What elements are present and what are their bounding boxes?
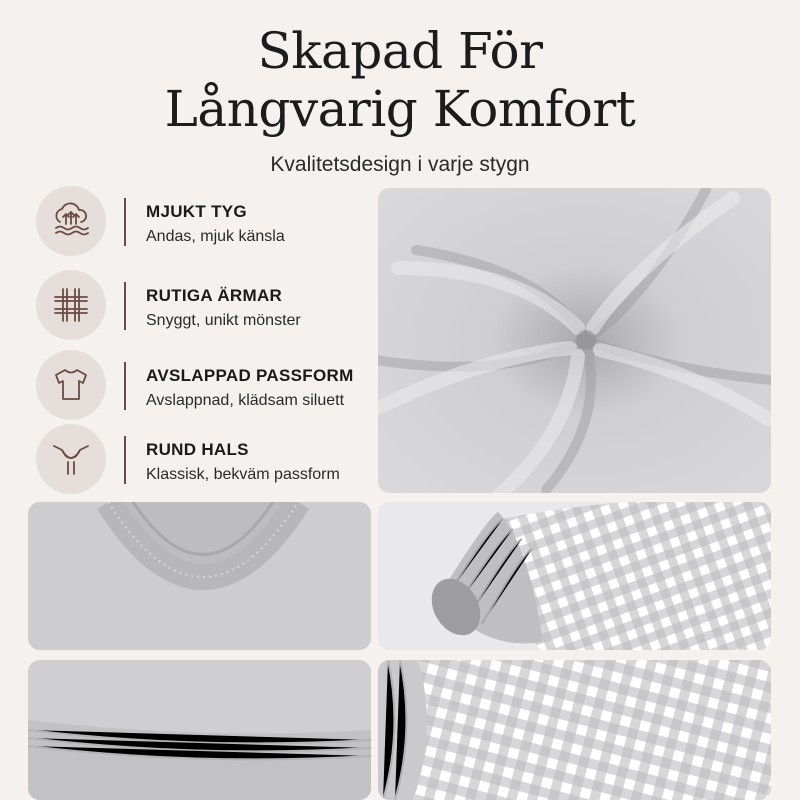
feature-title: RUND HALS (146, 440, 249, 459)
feature-title: MJUKT TYG (146, 202, 247, 221)
plaid-grid-icon (36, 270, 106, 340)
title-line-1: Skapad För (257, 22, 543, 80)
feature-divider (124, 436, 126, 484)
feature-description: Andas, mjuk känsla (146, 228, 285, 245)
feature-title: AVSLAPPAD PASSFORM (146, 366, 354, 385)
neckline-photo (28, 502, 371, 650)
feature-description: Klassisk, bekväm passform (146, 466, 340, 483)
feature-item-relaxed-fit (36, 350, 376, 422)
feature-item-round-neck (36, 424, 376, 496)
plaid-cuff-photo (378, 502, 771, 650)
hem-photo (28, 660, 371, 800)
breathable-fabric-icon (36, 186, 106, 256)
tshirt-icon (36, 350, 106, 420)
feature-divider (124, 198, 126, 246)
feature-description: Avslappnad, klädsam siluett (146, 392, 345, 409)
round-neck-icon (36, 424, 106, 494)
feature-item-plaid-sleeves (36, 270, 376, 342)
title-line-2: Långvarig Komfort (164, 80, 636, 138)
fabric-swirl-photo (378, 188, 771, 493)
feature-divider (124, 362, 126, 410)
page-subtitle: Kvalitetsdesign i varje stygn (270, 153, 530, 176)
page-title (0, 22, 800, 138)
feature-description: Snyggt, unikt mönster (146, 312, 301, 329)
feature-title: RUTIGA ÄRMAR (146, 286, 283, 305)
plaid-sleeve-photo (378, 660, 771, 800)
feature-item-soft-fabric (36, 186, 376, 258)
feature-divider (124, 282, 126, 330)
